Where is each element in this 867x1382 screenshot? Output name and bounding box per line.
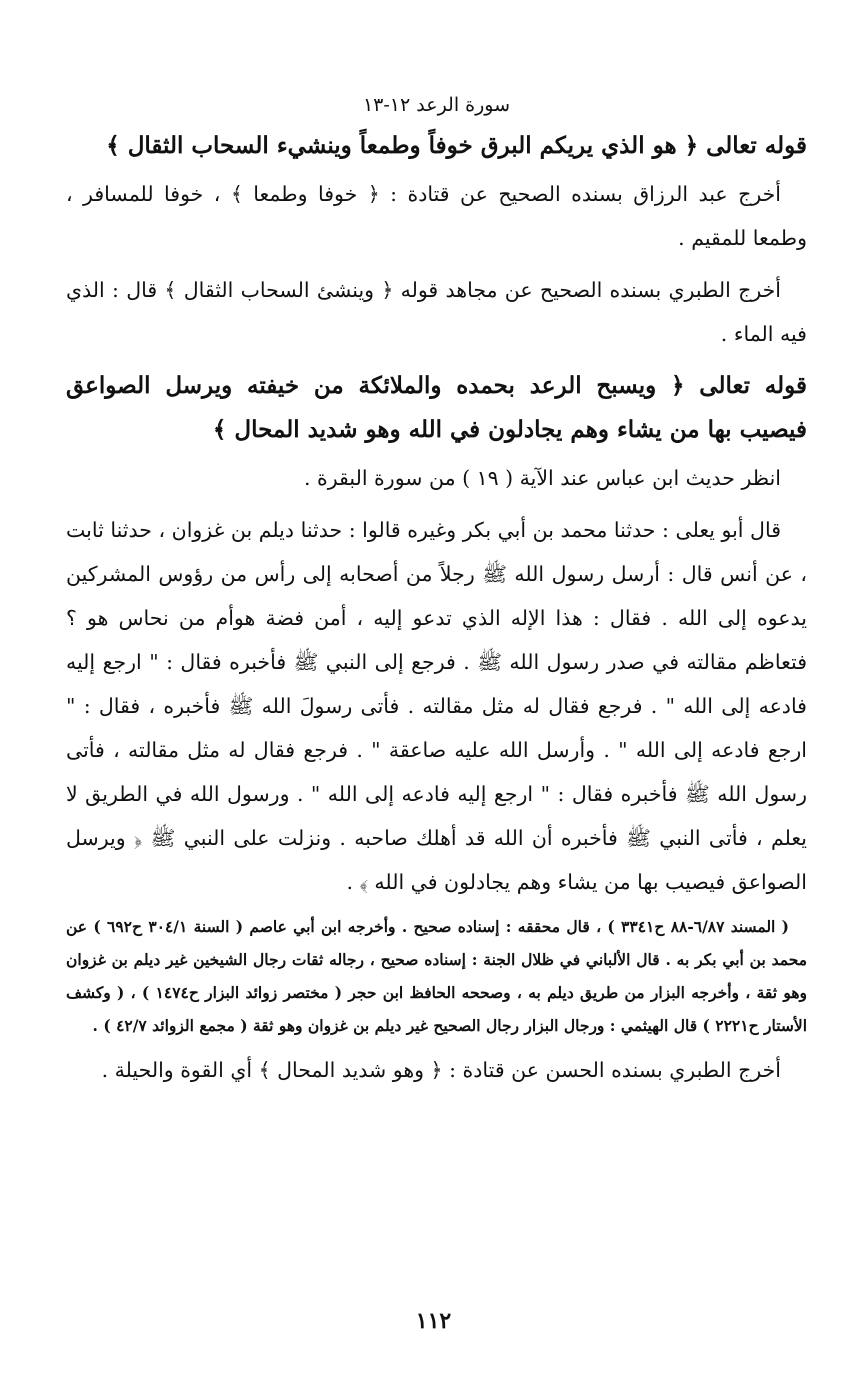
running-title: سورة الرعد ١٢-١٣ [362,94,511,116]
hadith-block [66,508,807,904]
takhrij-footnote: ( المسند ٦/٨٧-٨٨ ح٣٣٤١ ) ، قال محققه : إسناده صحيح . وأخرجه ابن أبي عاصم ( السنة ٣٠٤/١ ح٦٩٢ ) عن محمد بن أبي بكر به . قال الألباني في ظلال الجنة : إسناده صحيح ، رجاله ثقات رجال الشيخين غير ديلم بن غزوان وهو ثقة ، وأخرجه البزار من طريق ديلم به ، وصححه الحافظ ابن حجر ( مختصر زوائد البزار ح١٤٧٤ ) ، ( وكشف الأستار ح٢٢٢١ ) قال الهيثمي : ورجال البزار رجال الصحيح غير ديلم بن غزوان وهو ثقة ( مجمع الزوائد ٤٢/٧ ) . [66,917,807,1035]
paragraph-tabari-qatada: أخرج الطبري بسنده الحسن عن قتادة : ﴿ وهو شديد المحال ﴾ أي القوة والحيلة . [101,1058,781,1082]
verse-heading-2: قوله تعالى ﴿ ويسبح الرعد بحمده والملائكة من خيفته ويرسل الصواعق فيصيب بها من يشاء وهم يجادلون في الله وهو شديد المحال ﴾ [66,372,807,443]
verse-heading-1: قوله تعالى ﴿ هو الذي يريكم البرق خوفاً وطمعاً وينشيء السحاب الثقال ﴾ [106,132,807,159]
paragraph-qatada: أخرج عبد الرزاق بسنده الصحيح عن قتادة : ﴿ خوفا وطمعا ﴾ ، خوفا للمسافر ، وطمعا للمقيم . [66,182,807,250]
paragraph-abu-yala-hadith: قال أبو يعلى : حدثنا محمد بن أبي بكر وغيره قالوا : حدثنا ديلم بن غزوان ، حدثنا ثابت ، عن أنس قال : أرسل رسول الله ﷺ رجلاً من أصحابه إلى رأس من رؤوس المشركين يدعوه إلى الله . فقال : هذا الإله الذي تدعو إليه ، أمن فضة هوأم من نحاس هو ؟ فتعاظم مقالته في صدر رسول الله ﷺ . فرجع إلى النبي ﷺ فأخبره فقال : " ارجع إليه فادعه إلى الله " . فرجع فقال له مثل مقالته . فأتى رسولَ الله ﷺ فأخبره ، فقال : " ارجع فادعه إلى الله " . وأرسل الله عليه صاعقة " . فرجع فقال له مثل مقالته ، فأتى رسول الله ﷺ فأخبره فقال : " ارجع إليه فادعه إلى الله " . ورسول الله في الطريق لا يعلم ، فأتى النبي ﷺ فأخبره أن الله قد أهلك صاحبه . ونزلت على النبي ﷺ ﴿ ويرسل الصواعق فيصيب بها من يشاء وهم يجادلون في الله ﴾ . [66,518,807,894]
paragraph-mujahid: أخرج الطبري بسنده الصحيح عن مجاهد قوله ﴿ وينشئ السحاب الثقال ﴾ قال : الذي فيه الماء . [66,278,807,346]
paragraph-ibn-abbas-ref: انظر حديث ابن عباس عند الآية ( ١٩ ) من سورة البقرة . [303,466,781,490]
page-number: ١١٢ [415,1308,452,1334]
